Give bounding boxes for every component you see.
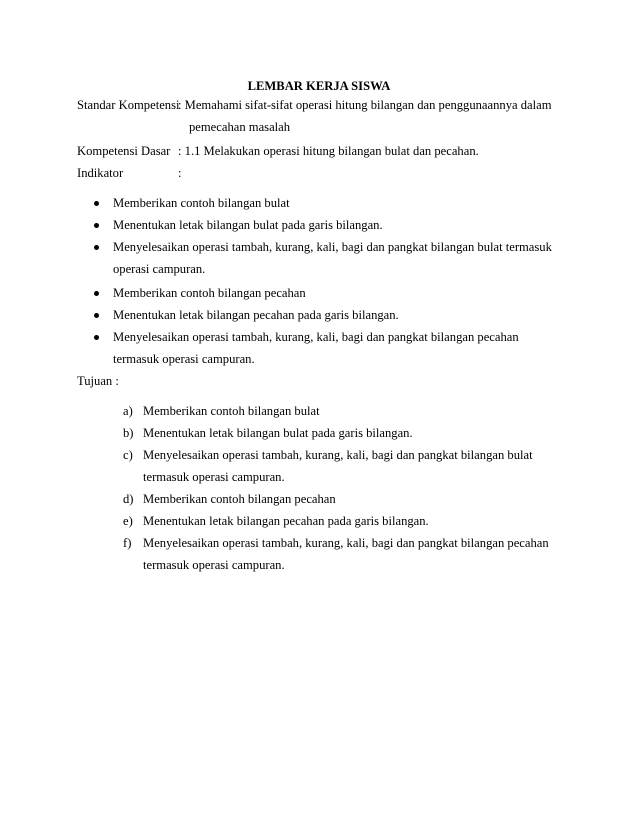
list-item-text: Menentukan letak bilangan pecahan pada garis bilangan.	[143, 514, 429, 528]
list-item-letter: b)	[123, 426, 134, 440]
bullet-icon	[94, 201, 99, 206]
standar-kompetensi-value-cont: pemecahan masalah	[189, 120, 291, 134]
list-item-text: Menentukan letak bilangan bulat pada garis bilangan.	[143, 426, 413, 440]
tujuan-label: Tujuan :	[77, 374, 119, 388]
page-title: LEMBAR KERJA SISWA	[247, 79, 391, 93]
list-item-letter: c)	[123, 448, 133, 462]
bullet-icon	[94, 313, 99, 318]
kompetensi-dasar-value: : 1.1 Melakukan operasi hitung bilangan bulat dan pecahan.	[178, 144, 479, 158]
standar-kompetensi-label: Standar Kompetensi	[77, 98, 180, 112]
list-item-text-cont: termasuk operasi campuran.	[143, 558, 285, 572]
list-item-text: Memberikan contoh bilangan pecahan	[143, 492, 336, 506]
bullet-icon	[94, 245, 99, 250]
list-item-text: Memberikan contoh bilangan pecahan	[113, 286, 306, 300]
list-item-text: Menyelesaikan operasi tambah, kurang, kali, bagi dan pangkat bilangan pecahan	[143, 536, 549, 550]
list-item-letter: a)	[123, 404, 133, 418]
list-item-text: Menyelesaikan operasi tambah, kurang, kali, bagi dan pangkat bilangan bulat	[143, 448, 533, 462]
indikator-colon: :	[178, 166, 182, 180]
list-item-letter: e)	[123, 514, 133, 528]
list-item-letter: d)	[123, 492, 134, 506]
kompetensi-dasar-label: Kompetensi Dasar	[77, 144, 171, 158]
list-item-text: Memberikan contoh bilangan bulat	[113, 196, 290, 210]
list-item-text: Menentukan letak bilangan bulat pada garis bilangan.	[113, 218, 383, 232]
list-item-text: Menyelesaikan operasi tambah, kurang, kali, bagi dan pangkat bilangan pecahan	[113, 330, 519, 344]
list-item-text-cont: operasi campuran.	[113, 262, 206, 276]
bullet-icon	[94, 223, 99, 228]
standar-kompetensi-value: : Memahami sifat-sifat operasi hitung bilangan dan penggunaannya dalam	[178, 98, 552, 112]
list-item-text: Memberikan contoh bilangan bulat	[143, 404, 320, 418]
list-item-letter: f)	[123, 536, 132, 550]
list-item-text: Menentukan letak bilangan pecahan pada garis bilangan.	[113, 308, 399, 322]
bullet-icon	[94, 335, 99, 340]
indikator-label: Indikator	[77, 166, 124, 180]
list-item-text-cont: termasuk operasi campuran.	[113, 352, 255, 366]
list-item-text: Menyelesaikan operasi tambah, kurang, kali, bagi dan pangkat bilangan bulat termasuk	[113, 240, 552, 254]
bullet-icon	[94, 291, 99, 296]
list-item-text-cont: termasuk operasi campuran.	[143, 470, 285, 484]
